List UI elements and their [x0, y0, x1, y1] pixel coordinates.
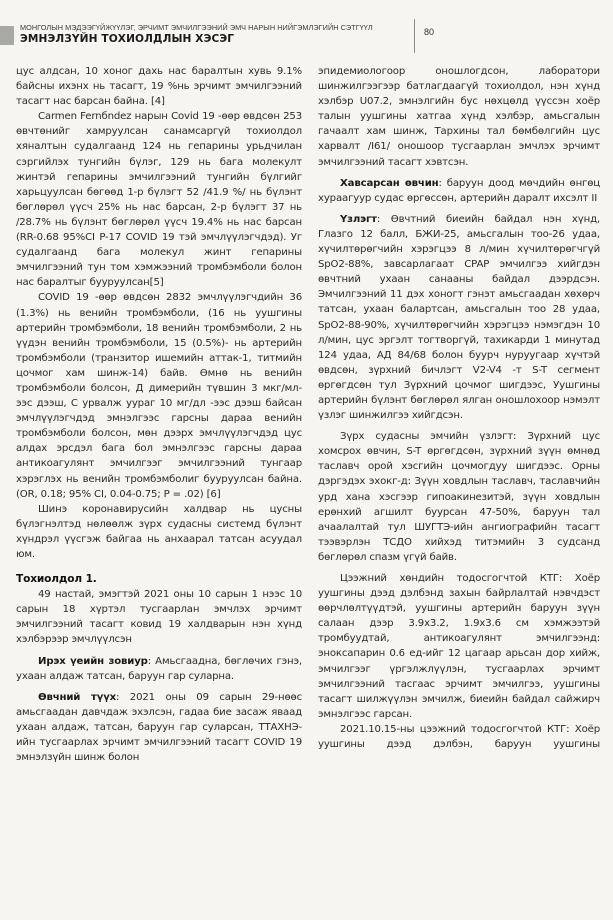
paragraph: Шинэ коронавирусийн халдвар нь цусны бүлэгнэлтэд нөлөөлж зүрх судасны системд бүлэнт хүндрэл үүсгэж байгаа нь анхаарал татсан асуудал юм.: [16, 503, 302, 560]
exam-label: Үзлэгт: [340, 213, 377, 225]
paragraph: Carmen Fernбndez нарын Covid 19 -өөр өвдсөн 253 өвчтөнийг хамруулсан санамсаргүй тохиолдол хяналтын судалгаанд 124 нь гепарины урьдчилан сэргийлэх тунгийн бүлэг, 129 нь бага молекулт жинтэй гепарины эмчилгээний тунгийн бүлгийг харьцуулсан бөгөөд 1-р бүлэгт 52 /41.9 %/ нь бүлэнт бөглөрөл үүсч 25% нь нас барсан, 2-р бүлэгт 37 нь /28.7% нь бүлэнт бөглөрөл үүсч 19.4% нь нас барсан (RR-0.68 95%CI P-17 COVID 19 тэй эмчлүүлэгчдэд). Уг судалгаанд бага молекул жинт гепарины эмчилгээний тун том хэмжээний тромбэмболи болон нас баралтыг бууруулсан[5]: [16, 111, 302, 289]
paragraph: эпидемиологоор оношлогдсон, лаборатори шинжилгээгээр батлагдаагүй тохиолдол, нэн хүнд хэлбэр U07.2, эмнэлгийн бус нөхцөлд үүссэн хоёр талын уушгины хатгаа хүнд хэлбэр, амьсгалын гачаалт хам шинж, Тархины тал бөмбөлгийн цус харвалт /I61/ оношоор тусгаарлан эмчлэх эрчимт эмчилгээний тасагт хэвтсэн.: [318, 66, 600, 168]
case-title: Тохиолдол 1.: [16, 573, 97, 586]
paragraph: 49 настай, эмэгтэй 2021 оны 10 сарын 1 нээс 10 сарын 18 хүртэл тусгаарлан эмчлэх эрчимт эмчилгээний тасагт ковид 19 халдварын нэн хүнд хэлбэрээр эмчлүүлсэн: [16, 589, 302, 646]
paragraph: COVID 19 -өөр өвдсөн 2832 эмчлүүлэгчдийн 36 (1.3%) нь венийн тромбэмболи, (16 нь уушгины артерийн тромбэмболи, 18 венийн тромбэмболи, 2 нь үүдэн венийн тромбэмболи, 15 (0.5%)- нь артерийн тромбэмболи (транзитор ишемийн аттак-1, титмийн цочмог хам шинж-14) байв. Өмнө нь венийн тромбэмболи болсон, Д димерийн түвшин 3 мкг/мл-ээс дээш, С урвалж уураг 10 мг/дл -ээс дээш байсан эмчлүүлэгчдэд эмнэлгээс гарсны дараа венийн тромбэмболи болсон, мөн дээрх эмчлүүлэгчдэд цус алдах эрсдэл бага бол эмнэлгээс гарсны дараа антикоагулянт эмчилгээг эмчилгээний тунгаар хэрэглэх нь венийн тромбэмболиг бууруулсан байна.(OR, 0.18; 95% CI, 0.04-0.75; P = .02) [6]: [16, 292, 302, 500]
paragraph: цус алдсан, 10 хоног дахь нас баралтын хувь 9.1% байсны ихэнх нь тасагт, 19 %нь эрчимт эмчилгээний тасагт нас барсан байна. [4]: [16, 66, 302, 108]
comorbid-label: Хавсарсан өвчин: [340, 177, 439, 189]
section-title: ЭМНЭЛЗҮЙН ТОХИОЛДЛЫН ХЭСЭГ: [20, 33, 235, 45]
paragraph: 2021.10.15-ны цээжний тодосгогчтой КТГ: Хоёр уушгины дээд дэлбэн, баруун уушгины: [318, 723, 600, 751]
paragraph: Зүрх судасны эмчийн үзлэгт: Зүрхний цус хомсрох өвчин, S-T өргөгдсөн, зүрхний зүүн өмнөд таславч орой хэсгийн цочмогдуу шигдээс. Орны дэргэдэх эхокг-д: Зүүн ховдлын таславч, таславчийн урд хана хэсгээр гипоакинезитэй, зүүн ховдлын ерөнхий агшилт буурсан 47-50%, баруун тал ачаалалтай тул ШУГТЭ-ийн ангиографийн тасагт тээвэрлэн ТСДО хийхэд титэмийн 3 судсанд бөглөрөл спазм үгүй байв.: [318, 431, 600, 563]
page-number: 80: [424, 27, 435, 37]
comorbid-paragraph: [318, 176, 600, 206]
right-column: [318, 64, 600, 752]
exam-text: : Өвчтний биеийн байдал нэн хүнд, Глазго 12 балл, БЖИ-25, амьсгалын тоо-26 удаа, хүчилтөрөгчийн хэрэгцээ 8 л/мин хүчилтөрөгчгүй SpO2-88%, завсарлагаат CPAP эмчилгээ хийгдэн өвчтний ухаан санааны байдал дээрдсэн. Эмчилгээний 11 дэх хоногт гэнэт амьсгаадан хөхөрч татсан, ухаан балартсан, амьсгалын тоо 28 удаа, SpO2-88-90%, хүчилтөрөгчийн хэрэгцээ нэмэгдэн 10 л/мин, цус эргэлт тогтворгүй, тахикарди 1 минутад 124 удаа, АД 84/68 болон буурч нуруугаар хүчтэй өвдсөн, зүрхний бичлэгт V2-V4 -т S-T сегмент өргөгдсөн тул Зүрхний цочмог шигдээс, Уушгины артерийн бүлэнт бөглөрөл ялган оношлохоор нэмэлт үзлэг шинжилгээ хийгдсэн.: [318, 213, 600, 422]
page-header: [0, 12, 613, 52]
complaint-label: Ирэх үеийн зовиур: [38, 655, 148, 667]
complaint-paragraph: [16, 654, 302, 684]
header-color-block: [0, 26, 14, 45]
history-paragraph: [16, 690, 302, 765]
complaint-text: : Амьсгаадна, бөглөчих гэнэ, ухаан алдаж татсан, баруун гар суларна.: [16, 655, 302, 682]
paragraph: Цээжний хөндийн тодосгогчтой КТГ: Хоёр уушгины дээд дэлбэнд захын байрлалтай нэвчдэст өөрчлөлтүүдтэй, уушгины артерийн баруун зүүн салаан дээр 3.9х3.2, 1.9х3.6 см хэмжээтэй тромбуудтай, антикоагулянт эмчилгээнд: эноксапарин 0.6 ед-ийг 12 цагаар арьсан дор хийж, эмчилгээг үргэлжлүүлэн, тусгаарлах эрчимт эмчилгээний тасгаас эрчимт эмчилгээ, уушгины тасагт шилжүүлэн эмчилж, биеийн байдал сайжирч эмнэлгээс гарсан.: [318, 573, 600, 720]
journal-name: МОНГОЛЫН МЭДЭЭГҮЙЖҮҮЛЭГ, ЭРЧИМТ ЭМЧИЛГЭЭНИЙ ЭМЧ НАРЫН НИЙГЭМЛЭГИЙН СЭТГҮҮЛ: [20, 23, 373, 32]
header-divider: [414, 19, 415, 53]
comorbid-text: : баруун доод мөчдийн өнгөц хураагуур судас өргөссөн, артерийн даралт ихсэлт II: [318, 177, 601, 204]
history-label: Өвчний түүх: [38, 691, 117, 703]
left-column: [16, 64, 302, 765]
exam-paragraph: [318, 212, 600, 423]
history-text: : 2021 оны 09 сарын 29-нөөс амьсгаадан давчдаж эхэлсэн, гадаа бие засаж яваад ухаан алдаж, татсан, баруун гар суларсан, ТТАХНЭ-ийн тусгаарлах эрчимт эмчилгээний тасагт COVID 19 эмнэлзүйн шинж болон: [16, 691, 302, 764]
